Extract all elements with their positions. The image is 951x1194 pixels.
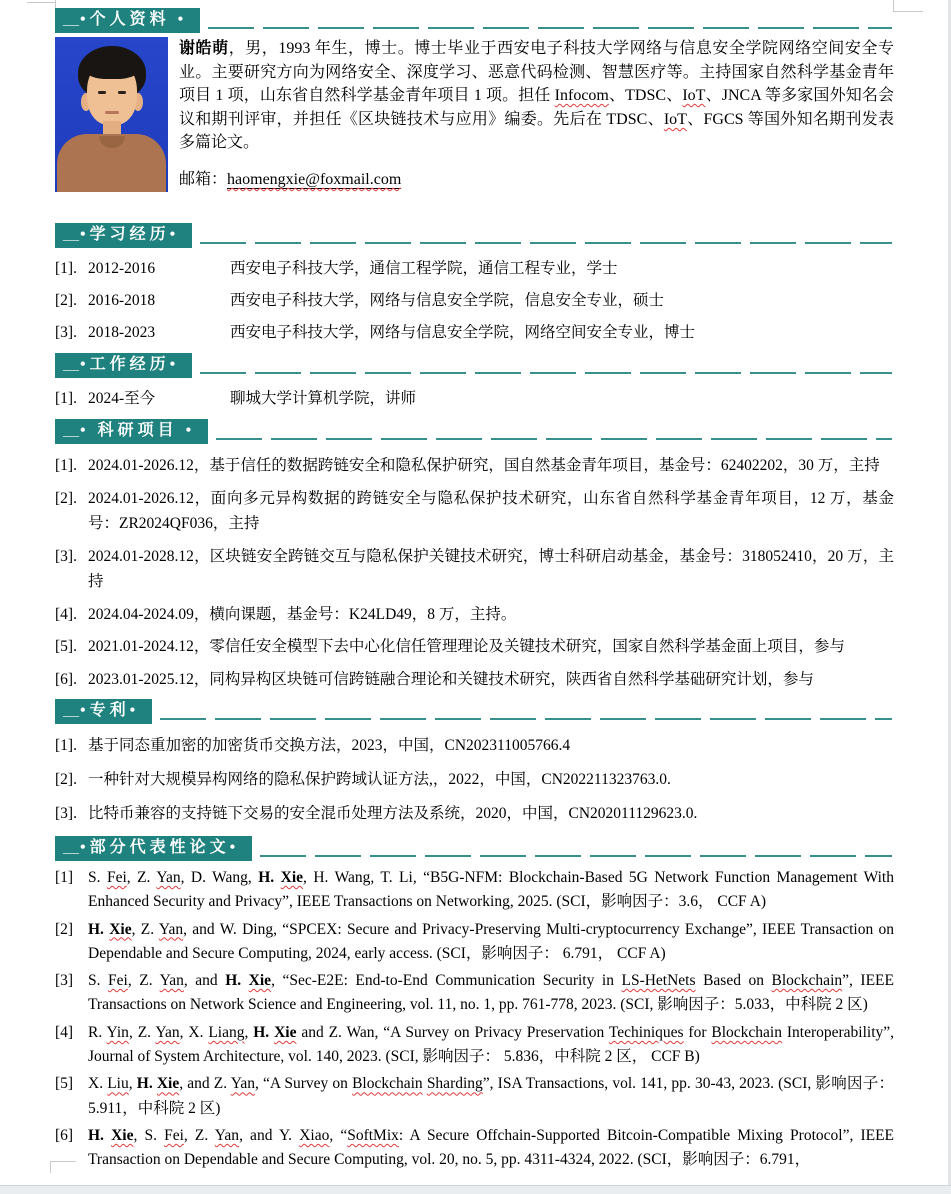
text-boundary-mark [55, 0, 56, 8]
education-row [55, 257, 894, 280]
text-segment: Blockchain [771, 972, 843, 990]
section-title-work [55, 353, 192, 378]
text-segment: Liang [208, 1023, 245, 1041]
text-segment: , S. [133, 1126, 165, 1144]
text-segment: ，男，1993 年生，博士。博士毕业于西安电子科技大学网络与信息安全学院网络空间安全专业。主要研究方向为网络安全、深度学习、恶意代码检测、智慧医疗等。主持国家自然科学基金青年项目 1 项，山东省自然科学基金青年项目 1 项。担任 [179, 40, 894, 105]
text-segment: : A Secure Offchain-Supported Bitcoin-Compatible Mixing Protocol”, IEEE Transaction on Dependable and Secure Computing, vol. 20, no. 5, pp. 4311-4324, 2022. (SCI，影响因子：6.791， [88, 1126, 895, 1169]
text-boundary-mark [50, 1161, 51, 1173]
text-segment: Based on [695, 972, 772, 990]
text-segment: Xie [111, 1126, 134, 1144]
paper-citation [88, 1021, 894, 1070]
paper-citation [88, 918, 894, 967]
email-label: 邮箱： [179, 170, 228, 188]
text-segment: for [683, 1023, 712, 1041]
text-boundary-mark [893, 0, 894, 11]
text-segment: Xie [109, 920, 132, 938]
row-description: 西安电子科技大学，通信工程学院，通信工程专业，学士 [230, 260, 618, 277]
text-segment: Sharding [426, 1075, 483, 1093]
text-segment: Xie [280, 869, 304, 886]
entry-number: [4]. [55, 605, 77, 623]
section-title-label: •部分代表性论文• [80, 839, 240, 856]
photo-mouth-shape [105, 111, 119, 114]
text-segment: Xie [156, 1075, 180, 1093]
photo-fringe-shape [84, 53, 140, 79]
text-segment: Fei [108, 972, 128, 990]
section-title-marks: __ [63, 702, 79, 719]
patent-item [55, 802, 894, 826]
text-boundary-mark [50, 1161, 76, 1162]
text-segment: Yan [159, 972, 184, 990]
text-segment: Fei [164, 1126, 184, 1144]
section-underline [200, 372, 892, 374]
text-segment: X. [88, 1075, 108, 1093]
work-row [55, 387, 894, 410]
section-title-education [55, 223, 192, 248]
entry-text: 2024.01-2026.12，面向多元异构数据的跨链安全与隐私保护技术研究，山东省自然科学基金青年项目，12 万，基金号：ZR2024QF036，主持 [88, 489, 894, 532]
row-description: 西安电子科技大学，网络与信息安全学院，网络空间安全专业，博士 [230, 324, 696, 341]
text-segment: Yan [156, 869, 181, 886]
text-segment: , [128, 1075, 137, 1093]
section-underline [200, 242, 892, 244]
text-segment: IoT [663, 110, 687, 128]
paper-list [55, 866, 894, 1173]
personal-intro-paragraph [179, 37, 894, 155]
text-segment: H. [136, 1075, 157, 1093]
text-segment: H. [225, 972, 249, 990]
text-segment: 、JNCA 等多家国外知名会议和期刊评审，并担任《区块链技术与应用》编委。先后在 TDSC、 [179, 87, 894, 128]
entry-text: 基于同态重加密的加密货币交换方法，2023，中国，CN202311005766.4 [88, 737, 571, 754]
email-line [179, 168, 894, 191]
photo-eye-shape [118, 91, 126, 94]
text-segment: Techiniques [608, 1023, 684, 1041]
text-segment: Xie [248, 972, 272, 990]
text-segment: Xiao [299, 1126, 330, 1144]
text-segment: , Z. [131, 920, 159, 938]
paper-item [55, 1072, 894, 1121]
section-title-marks: __ [63, 356, 79, 373]
text-segment: S. [88, 869, 107, 886]
text-segment: H. [88, 920, 110, 938]
text-segment: Yin [106, 1023, 129, 1041]
section-title-label: • 科研项目 • [80, 422, 196, 439]
section-underline [160, 718, 892, 720]
paper-item [55, 1021, 894, 1070]
paper-citation [88, 969, 894, 1018]
text-segment: , and W. Ding, “SPCEX: Secure and Privacy-Preserving Multi-cryptocurrency Exchange”, IEEE Transaction on Dependable and Secure Computing, 2024, early access. (SCI，影响因子： 6.791， CCF A) [88, 920, 895, 962]
text-segment: ”, ISA Transactions, vol. 141, pp. 30-43, 2023. (SCI, 影响因子：5.911，中科院 2 区) [88, 1075, 895, 1117]
personal-info-block [55, 37, 894, 192]
patent-item [55, 734, 894, 758]
section-header-projects [55, 419, 894, 444]
text-segment: , “A Survey on [254, 1075, 353, 1093]
section-header-papers [55, 836, 894, 861]
section-title-marks: __ [63, 11, 79, 28]
email-link[interactable]: haomengxie@foxmail.com [227, 170, 402, 188]
text-segment: , “Sec-E2E: End-to-End Communication Security in [271, 972, 622, 990]
text-segment: , Z. [126, 869, 157, 886]
paper-item [55, 1124, 894, 1173]
paper-citation [88, 866, 894, 915]
text-segment: SoftMix [347, 1126, 399, 1144]
text-segment: , Z. [128, 1023, 156, 1041]
row-date: 2012-2016 [88, 260, 156, 277]
entry-number: [3]. [55, 547, 77, 565]
section-title-label: •工作经历• [80, 356, 180, 373]
work-list [55, 387, 894, 410]
section-header-personal [55, 8, 894, 33]
section-title-personal [55, 8, 200, 33]
text-segment: , “ [329, 1126, 348, 1144]
project-item [55, 544, 894, 595]
section-title-marks: __ [63, 422, 79, 439]
text-segment: , X. [179, 1023, 209, 1041]
patent-item [55, 768, 894, 792]
entry-number: [3]. [55, 805, 77, 822]
section-title-patents [55, 699, 152, 724]
text-segment: LS-HetNets [621, 972, 696, 990]
project-list [55, 453, 894, 692]
paper-citation [88, 1124, 894, 1173]
row-date: 2018-2023 [88, 324, 156, 341]
text-segment: IoT [682, 87, 706, 105]
text-segment: Liu [107, 1075, 129, 1093]
entry-text: 2021.01-2024.12，零信任安全模型下去中心化信任管理理论及关键技术研究，国家自然科学基金面上项目，参与 [88, 638, 845, 655]
project-item [55, 634, 894, 660]
text-segment: R. [88, 1023, 107, 1041]
entry-number: [2]. [55, 771, 77, 788]
text-segment: 、FGCS 等国外知名期刊发表多篇论文。 [179, 110, 894, 152]
text-segment: Blockchain [352, 1075, 423, 1093]
text-segment: 谢皓萌 [179, 40, 229, 57]
text-segment: Interoperability”, Journal of System Architecture, vol. 140, 2023. (SCI, 影响因子： 5.836，中科院 2 区， CCF B) [88, 1023, 895, 1066]
profile-photo [55, 37, 168, 192]
section-underline [260, 855, 892, 857]
text-boundary-mark [893, 11, 923, 12]
entry-text: 2024.04-2024.09，横向课题，基金号：K24LD49，8 万，主持。 [88, 605, 517, 623]
personal-text-column [179, 37, 894, 192]
entry-number: [1]. [55, 737, 77, 754]
section-title-projects [55, 419, 208, 444]
text-segment: Yan [214, 1126, 240, 1144]
text-segment: H. [88, 1126, 112, 1144]
entry-number: [6]. [55, 670, 77, 688]
entry-text: 一种针对大规模异构网络的隐私保护跨域认证方法,，2022，中国，CN202211323763.0. [88, 771, 671, 788]
text-segment: , Z. [127, 972, 160, 990]
section-header-patents [55, 699, 894, 724]
row-date: 2024-至今 [88, 390, 156, 407]
row-description: 西安电子科技大学，网络与信息安全学院，信息安全专业，硕士 [230, 292, 665, 309]
education-row [55, 321, 894, 344]
text-segment: Yan [158, 920, 184, 938]
paper-item [55, 918, 894, 967]
section-header-work [55, 353, 894, 378]
paper-citation [88, 1072, 894, 1121]
page-bottom-gap [0, 1185, 951, 1194]
section-title-label: •专利• [80, 702, 140, 719]
entry-number: [5]. [55, 638, 77, 655]
education-row [55, 289, 894, 312]
text-segment: H. [253, 1023, 275, 1041]
section-title-marks: __ [63, 839, 79, 856]
section-header-education [55, 223, 894, 248]
row-number: [3]. [55, 324, 77, 341]
paper-item [55, 969, 894, 1018]
entry-number: [2] [55, 920, 74, 938]
text-segment: Yan [230, 1075, 255, 1093]
text-segment: Fei [106, 869, 127, 886]
entry-number: [1]. [55, 457, 77, 474]
text-segment: and Z. Wan, “A Survey on Privacy Preservation [296, 1023, 609, 1041]
entry-text: 2023.01-2025.12，同构异构区块链可信跨链融合理论和关键技术研究，陕西省自然科学基础研究计划，参与 [88, 670, 814, 688]
section-title-marks: __ [63, 226, 79, 243]
entry-text: 2024.01-2026.12，基于信任的数据跨链安全和隐私保护研究，国自然基金青年项目，基金号：62402202，30 万，主持 [88, 457, 880, 474]
entry-number: [6] [55, 1126, 74, 1144]
text-segment: , and [183, 972, 226, 990]
project-item [55, 667, 894, 693]
section-title-label: •学习经历• [80, 226, 180, 243]
entry-number: [1] [55, 869, 74, 886]
section-underline [216, 438, 892, 440]
row-number: [1]. [55, 260, 77, 277]
text-segment: 、TDSC、 [608, 87, 683, 105]
section-title-papers [55, 836, 252, 861]
row-number: [2]. [55, 292, 77, 309]
entry-text: 比特币兼容的支持链下交易的安全混币处理方法及系统，2020，中国，CN202011129623.0. [88, 805, 698, 822]
text-segment: , and Y. [239, 1126, 300, 1144]
text-segment: ”, IEEE Transactions on Network Science and Engineering, vol. 11, no. 1, pp. 761-778, 2023. (SCI, 影响因子：5.033，中科院 2 区) [88, 972, 894, 1014]
entry-number: [5] [55, 1075, 74, 1093]
text-segment: , Z. [183, 1126, 215, 1144]
paper-item [55, 866, 894, 915]
text-segment: Blockchain [711, 1023, 782, 1041]
text-segment: Infocom [554, 87, 609, 105]
row-description: 聊城大学计算机学院，讲师 [230, 390, 417, 407]
entry-number: [4] [55, 1023, 74, 1041]
row-number: [1]. [55, 390, 77, 407]
section-title-label: •个人资料 • [80, 11, 188, 28]
project-item [55, 602, 894, 628]
text-segment: Xie [274, 1023, 297, 1041]
education-list [55, 257, 894, 344]
entry-number: [3] [55, 972, 74, 990]
entry-text: 2024.01-2028.12，区块链安全跨链交互与隐私保护关键技术研究，博士科研启动基金，基金号：318052410，20 万，主持 [88, 547, 894, 590]
project-item [55, 453, 894, 479]
text-segment: Yan [155, 1023, 180, 1041]
row-date: 2016-2018 [88, 292, 156, 309]
section-underline [208, 27, 892, 29]
entry-number: [2]. [55, 489, 77, 507]
text-boundary-mark [27, 2, 55, 3]
photo-eye-shape [98, 91, 106, 94]
text-segment: H. [258, 869, 281, 886]
text-segment: , H. Wang, T. Li, “B5G-NFM: Blockchain-Based 5G Network Function Management With Enhanced Security and Privacy”, IEEE Transactions on Networking, 2025. (SCI，影响因子：3.6， CCF A) [88, 869, 894, 911]
patent-list [55, 734, 894, 826]
project-item [55, 486, 894, 537]
text-segment: , [244, 1023, 254, 1041]
text-segment: , and Z. [179, 1075, 231, 1093]
text-segment: , D. Wang, [180, 869, 259, 886]
text-segment: S. [88, 972, 109, 990]
